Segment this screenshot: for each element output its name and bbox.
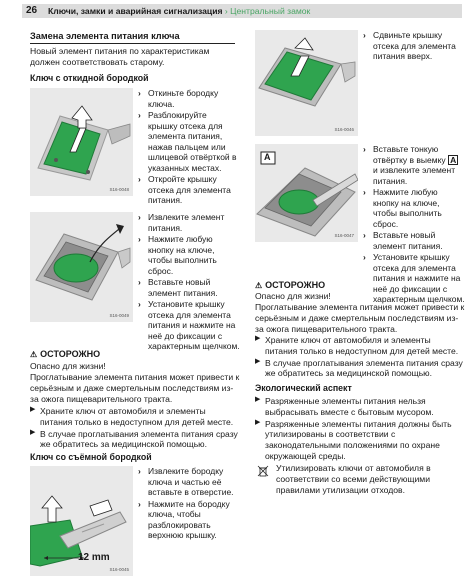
warning-lead: Опасно для жизни! — [30, 361, 106, 371]
step-item: › Извлеките элемент питания. — [138, 212, 225, 233]
flip-key-title: Ключ с откидной бородкой — [30, 73, 149, 83]
figure-code: S16-0045 — [109, 567, 129, 573]
screwdriver-steps — [363, 144, 465, 306]
breadcrumb-separator: › — [224, 6, 228, 16]
subchapter-name: Центральный замок — [230, 6, 311, 16]
step-item: › Разблокируйте крышку отсека для элемента питания, нажав пальцем или шлицевой отвёрткой в указанных местах. — [138, 110, 237, 173]
flip-key-open-illustration — [30, 88, 133, 196]
warning-lead-2: Опасно для жизни! — [255, 291, 331, 301]
intro-paragraph: Новый элемент питания по характеристикам должен соответствовать старому. — [30, 46, 210, 67]
figure-screwdriver — [255, 144, 358, 242]
eco-bullet: ▶ Разряженные элементы питания должны быть утилизированы в соответствии с законодательными положениями по охране окружающей среды. — [255, 418, 452, 462]
figure-flip-key-open — [30, 88, 133, 196]
chapter-name: Ключи, замки и аварийная сигнализация — [48, 6, 223, 16]
detach-key-title: Ключ со съёмной бородкой — [30, 452, 152, 462]
warning-bullet: ▶ Храните ключ от автомобиля и элементы питания только в недоступном для детей месте. — [30, 406, 234, 427]
step-item: › Извлеките бородку ключа и частью её вставьте в отверстие. — [138, 466, 234, 498]
chapter-title — [48, 6, 310, 17]
flip-key-steps-2 — [138, 212, 240, 353]
step-item: › Откройте крышку отсека для элемента питания. — [138, 174, 231, 206]
slide-cover-illustration — [255, 30, 358, 136]
step-item: › Сдвиньте крышку отсека для элемента питания вверх. — [363, 30, 456, 62]
step-item: › Вставьте новый элемент питания. — [138, 277, 218, 298]
remove-battery-illustration — [30, 212, 133, 322]
warning-bullet: ▶ В случае проглатывания элемента питания сразу же обратитесь за медицинской помощью. — [30, 428, 238, 450]
eco-bullets — [255, 396, 465, 463]
detach-key-steps — [138, 466, 240, 542]
warning-title: ⚠ ОСТОРОЖНО — [30, 349, 101, 359]
warning-bullet: ▶ В случае проглатывания элемента питания сразу же обратитесь за медицинской помощью. — [255, 357, 463, 379]
disposal-text: Утилизировать ключи от автомобиля в соответствии со всеми действующими правилами утилизации отходов. — [276, 463, 431, 495]
eco-bullet: ▶ Разряженные элементы питания нельзя выбрасывать вместе с бытовым мусором. — [255, 396, 434, 417]
slide-cover-steps — [363, 30, 463, 63]
warning-text-2: Проглатывание элемента питания может привести к серьёзным и даже смертельным последствиям из-за ожога пищеварительного тракта. — [255, 302, 465, 334]
warning-text: Проглатывание элемента питания может привести к серьёзным и даже смертельным последствиям из-за ожога пищеварительного тракта. — [30, 372, 240, 404]
step-item: › Нажмите любую кнопку на ключе, чтобы выполнить сброс. — [363, 187, 442, 229]
section-title: Замена элемента питания ключа — [30, 31, 235, 44]
warning-title-2: ⚠ ОСТОРОЖНО — [255, 280, 326, 290]
flip-key-steps-1 — [138, 88, 238, 207]
step-item: › Установите крышку отсека для элемента питания и нажмите на неё до фиксации с характерным щелчком. — [138, 299, 240, 352]
warning-icon: ⚠ — [30, 350, 38, 359]
step-item: › Откиньте бородку ключа. — [138, 88, 219, 109]
eco-title: Экологический аспект — [255, 383, 352, 393]
step-item: › Вставьте новый элемент питания. — [363, 230, 443, 251]
step-item: › Нажмите любую кнопку на ключе, чтобы выполнить сброс. — [138, 234, 217, 276]
page-header — [0, 0, 474, 22]
warning-bullets — [30, 406, 240, 451]
figure-slide-cover — [255, 30, 358, 136]
step-item: › Вставьте тонкую отвёртку в выемку A и извлеките элемент питания. — [363, 144, 457, 186]
callout-label: A — [264, 152, 271, 162]
step-item: › Установите крышку отсека для элемента питания и нажмите на неё до фиксации с характерным щелчком. — [363, 252, 465, 305]
figure-detach-key — [30, 466, 133, 576]
warning-icon: ⚠ — [255, 281, 263, 290]
warning-bullets-2 — [255, 335, 465, 380]
step-item: › Нажмите на бородку ключа, чтобы разблокировать верхнюю крышку. — [138, 498, 230, 541]
warning-bullet: ▶ Храните ключ от автомобиля и элементы питания только в недоступном для детей месте. — [255, 335, 459, 356]
recycle-bin-crossed-icon — [257, 465, 269, 477]
figure-code: S16-0049 — [109, 313, 129, 319]
figure-code: S16-0048 — [109, 187, 129, 193]
figure-code: S16-0047 — [334, 233, 354, 239]
figure-code: S16-0046 — [334, 127, 354, 133]
callout-ref: A — [450, 154, 457, 165]
measure-label: 12 mm — [78, 552, 110, 563]
page-number: 26 — [26, 5, 38, 16]
figure-remove-battery — [30, 212, 133, 322]
